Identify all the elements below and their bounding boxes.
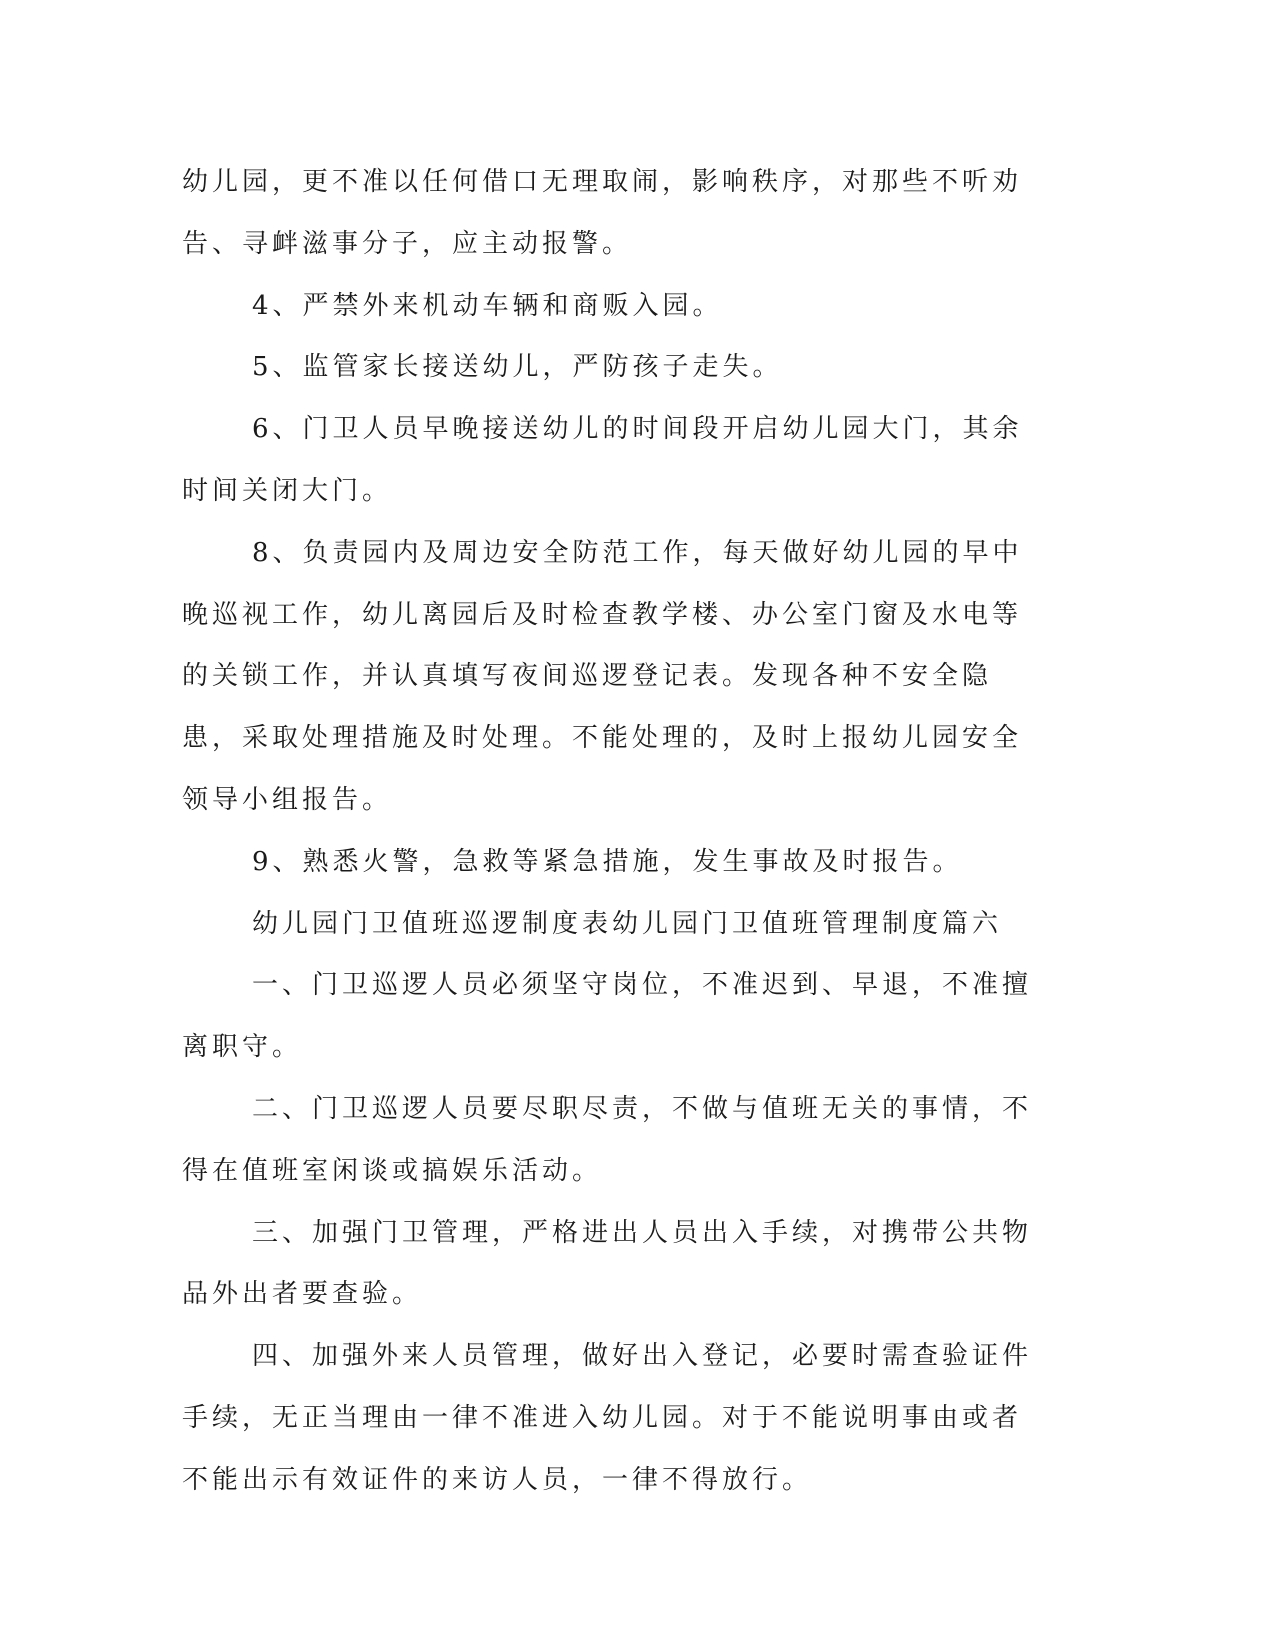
- paragraph: 6、门卫人员早晚接送幼儿的时间段开启幼儿园大门，其余时间关闭大门。: [182, 414, 1023, 506]
- paragraph: 8、负责园内及周边安全防范工作，每天做好幼儿园的早中晚巡视工作，幼儿离园后及时检查教学楼、办公室门窗及水电等的关锁工作，并认真填写夜间巡逻登记表。发现各种不安全隐患，采取处理措施及时处理。不能处理的，及时上报幼儿园安全领导小组报告。: [182, 537, 1023, 815]
- paragraph: 三、加强门卫管理，严格进出人员出入手续，对携带公共物品外出者要查验。: [182, 1217, 1033, 1310]
- paragraph: 一、门卫巡逻人员必须坚守岗位，不准迟到、早退，不准擅离职守。: [182, 970, 1033, 1063]
- paragraph: 幼儿园，更不准以任何借口无理取闹，影响秩序，对那些不听劝告、寻衅滋事分子，应主动报警。: [182, 167, 1023, 259]
- paragraph: 四、加强外来人员管理，做好出入登记，必要时需查验证件手续，无正当理由一律不准进入幼儿园。对于不能说明事由或者不能出示有效证件的来访人员，一律不得放行。: [182, 1341, 1033, 1495]
- paragraph: 9、熟悉火警，急救等紧急措施，发生事故及时报告。: [252, 846, 963, 877]
- paragraph: 5、监管家长接送幼儿，严防孩子走失。: [252, 352, 783, 383]
- document-body: [182, 152, 1032, 1512]
- paragraph: 二、门卫巡逻人员要尽职尽责，不做与值班无关的事情，不得在值班室闲谈或搞娱乐活动。: [182, 1093, 1033, 1186]
- paragraph: 4、严禁外来机动车辆和商贩入园。: [252, 290, 723, 321]
- section-heading: 幼儿园门卫值班巡逻制度表幼儿园门卫值班管理制度篇六: [252, 908, 1003, 939]
